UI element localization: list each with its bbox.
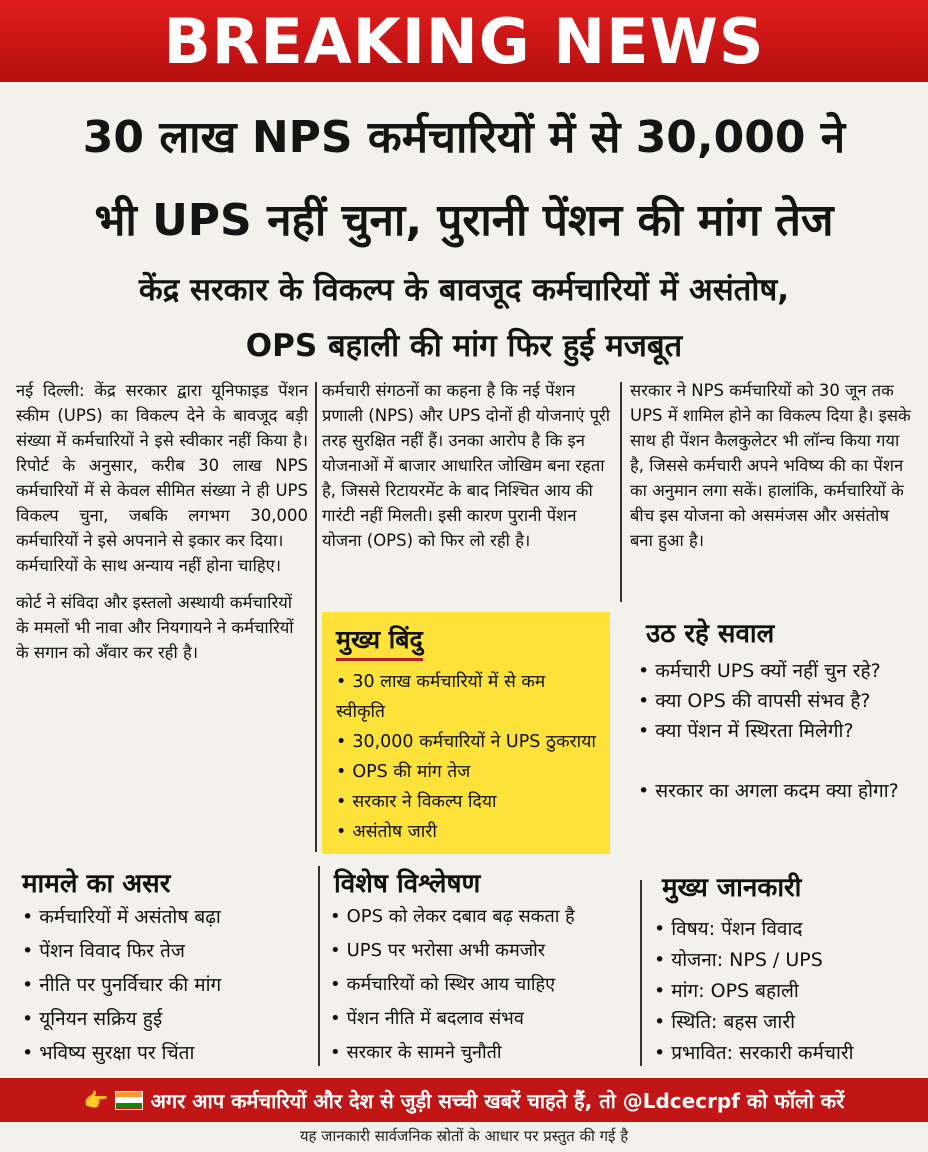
column-divider bbox=[315, 382, 317, 852]
impact-item: • भविष्य सुरक्षा पर चिंता bbox=[22, 1036, 221, 1070]
key-point-item: • सरकार ने विकल्प दिया bbox=[336, 787, 596, 817]
col1-paragraph-3: कोर्ट ने संविदा और इस्तलो अस्थायी कर्मचारियों के ममलों भी नावा और नियगायने ने कर्मचारियों के सगान को अँवार कर रही है। bbox=[16, 593, 294, 662]
india-flag-icon bbox=[115, 1091, 143, 1110]
follow-banner bbox=[0, 1078, 928, 1122]
article-column-3 bbox=[630, 378, 915, 553]
column-divider bbox=[318, 866, 320, 1066]
impact-item: • नीति पर पुनर्विचार की मांग bbox=[22, 968, 221, 1002]
questions-title: उठ रहे सवाल bbox=[646, 619, 775, 649]
article-column-2 bbox=[322, 378, 614, 553]
col1-paragraph-2: कर्मचारियों के साथ अन्याय नहीं होना चाहिए। bbox=[16, 556, 281, 575]
info-item: • योजना: NPS / UPS bbox=[654, 945, 854, 976]
article-column-1 bbox=[16, 378, 308, 665]
analysis-item: • OPS को लेकर दबाव बढ़ सकता है bbox=[330, 900, 575, 934]
headline-line-1: 30 लाख NPS कर्मचारियों में से 30,000 ने bbox=[82, 112, 846, 163]
impact-title: मामले का असर bbox=[22, 869, 171, 899]
col1-paragraph-1: नई दिल्ली: केंद्र सरकार द्वारा यूनिफाइड पेंशन स्कीम (UPS) का विकल्प देने के बावजूद बड़ी संख्या में कर्मचारियों ने इसे स्वीकार नहीं किया है। रिपोर्ट के अनुसार, करीब 30 लाख NPS कर्मचारियों में से केवल सीमित संख्या ने ही UPS विकल्प चुना, जबकि लगभग 30,000 कर्मचारियों ने इसे अपनाने से इकार कर दिया। bbox=[16, 381, 308, 550]
analysis-list bbox=[330, 900, 575, 1070]
banner-title: BREAKING NEWS bbox=[163, 4, 765, 78]
analysis-item: • सरकार के सामने चुनौती bbox=[330, 1036, 575, 1070]
breaking-news-banner bbox=[0, 0, 928, 82]
headline-line-2: भी UPS नहीं चुना, पुरानी पेंशन की मांग तेज bbox=[94, 195, 834, 246]
question-item: • क्या पेंशन में स्थिरता मिलेगी? bbox=[638, 716, 908, 746]
analysis-item: • UPS पर भरोसा अभी कमजोर bbox=[330, 934, 575, 968]
info-item: • प्रभावित: सरकारी कर्मचारी bbox=[654, 1038, 854, 1069]
subheadline-line-2: OPS बहाली की मांग फिर हुई मजबूत bbox=[245, 328, 683, 364]
analysis-item: • पेंशन नीति में बदलाव संभव bbox=[330, 1002, 575, 1036]
column-divider bbox=[640, 880, 642, 1066]
analysis-item: • कर्मचारियों को स्थिर आय चाहिए bbox=[330, 968, 575, 1002]
col3-paragraph-1: सरकार ने NPS कर्मचारियों को 30 जून तक UPS में शामिल होने का विकल्प दिया है। इसके साथ ही पेंशन कैलकुलेटर भी लॉन्च किया गया है, जिससे कर्मचारी अपने भविष्य की का पेंशन का अनुमान लगा सकें। हालांकि, कर्मचारियों के बीच इस योजना को असमंजस और असंतोष बना हुआ है। bbox=[630, 381, 911, 550]
key-point-item: • OPS की मांग तेज bbox=[336, 757, 596, 787]
key-points-title: मुख्य बिंदु bbox=[336, 622, 423, 661]
subheadline-line-1: केंद्र सरकार के विकल्प के बावजूद कर्मचारियों में असंतोष, bbox=[138, 272, 790, 308]
key-point-item: • असंतोष जारी bbox=[336, 817, 596, 847]
follow-text[interactable]: अगर आप कर्मचारियों और देश से जुड़ी सच्ची खबरें चाहते हैं, तो @Ldcecrpf को फॉलो करें bbox=[150, 1088, 845, 1113]
info-item: • स्थिति: बहस जारी bbox=[654, 1007, 854, 1038]
impact-item: • पेंशन विवाद फिर तेज bbox=[22, 934, 221, 968]
source-note: यह जानकारी सार्वजनिक स्रोतों के आधार पर प्रस्तुत की गई है bbox=[299, 1127, 629, 1145]
question-item: • कर्मचारी UPS क्यों नहीं चुन रहे? bbox=[638, 656, 908, 686]
question-item: • क्या OPS की वापसी संभव है? bbox=[638, 686, 908, 716]
info-title: मुख्य जानकारी bbox=[662, 873, 802, 903]
info-list bbox=[654, 914, 854, 1069]
info-item: • विषय: पेंशन विवाद bbox=[654, 914, 854, 945]
questions-list bbox=[638, 656, 908, 806]
impact-item: • कर्मचारियों में असंतोष बढ़ा bbox=[22, 900, 221, 934]
impact-item: • यूनियन सक्रिय हुई bbox=[22, 1002, 221, 1036]
question-item: • सरकार का अगला कदम क्या होगा? bbox=[638, 776, 908, 806]
key-points-box bbox=[322, 612, 610, 854]
column-divider bbox=[620, 382, 622, 602]
pointing-hand-icon: 👉 bbox=[83, 1088, 109, 1112]
col2-paragraph-1: कर्मचारी संगठनों का कहना है कि नई पेंशन प्रणाली (NPS) और UPS दोनों ही योजनाएं पूरी तरह सुरक्षित नहीं हैं। उनका आरोप है कि इन योजनाओं में बाजार आधारित जोखिम बना रहता है, जिससे रिटायरमेंट के बाद निश्चित आय की गारंटी नहीं मिलती। इसी कारण पुरानी पेंशन योजना (OPS) को फिर लो रही है। bbox=[322, 381, 611, 550]
info-item: • मांग: OPS बहाली bbox=[654, 976, 854, 1007]
key-point-item: • 30,000 कर्मचारियों ने UPS ठुकराया bbox=[336, 727, 596, 757]
analysis-title: विशेष विश्लेषण bbox=[334, 869, 481, 899]
key-points-list bbox=[336, 667, 596, 847]
key-point-item: • 30 लाख कर्मचारियों में से कम स्वीकृति bbox=[336, 667, 596, 727]
impact-list bbox=[22, 900, 221, 1070]
